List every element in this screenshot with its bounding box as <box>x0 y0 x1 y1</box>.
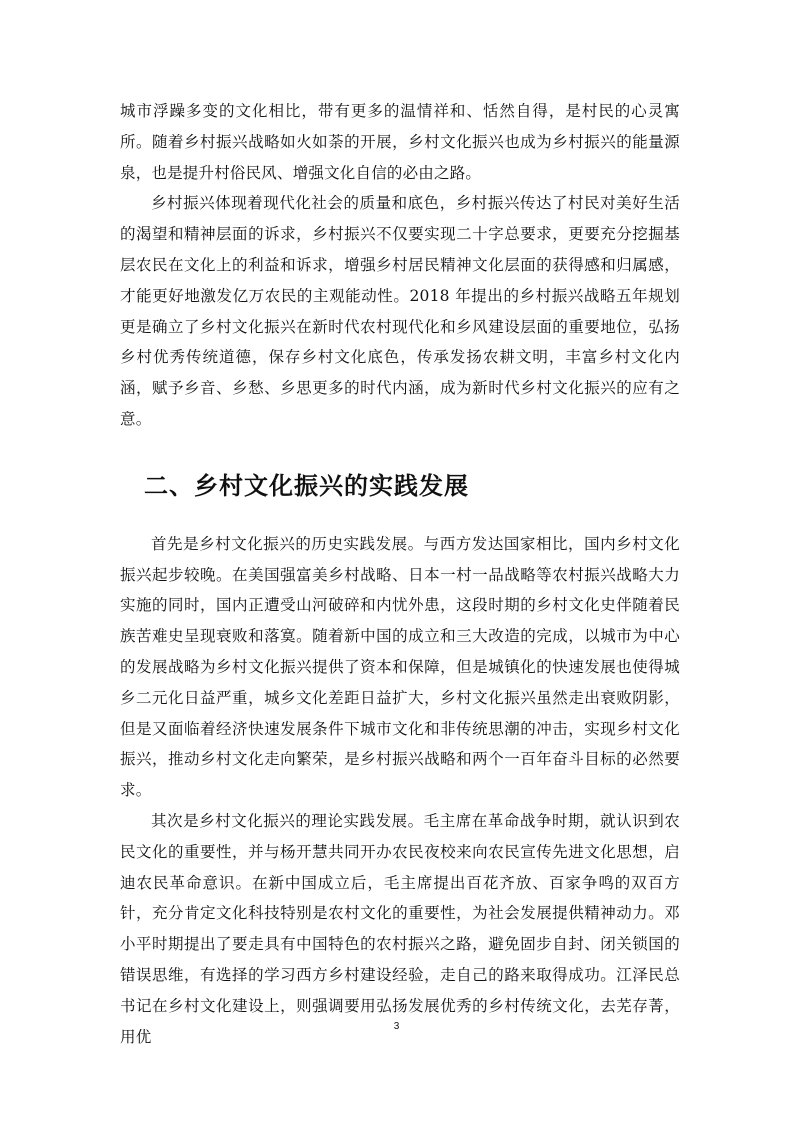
body-paragraph: 首先是乡村文化振兴的历史实践发展。与西方发达国家相比，国内乡村文化振兴起步较晚。在美国强富美乡村战略、日本一村一品战略等农村振兴战略大力实施的同时，国内正遭受山河破碎和内忧外患，这段时期的乡村文化史伴随着民族苦难史呈现衰败和落寞。随着新中国的成立和三大改造的完成，以城市为中心的发展战略为乡村文化振兴提供了资本和保障，但是城镇化的快速发展也使得城乡二元化日益严重，城乡文化差距日益扩大，乡村文化振兴虽然走出衰败阴影，但是又面临着经济快速发展条件下城市文化和非传统思潮的冲击，实现乡村文化振兴，推动乡村文化走向繁荣，是乡村振兴战略和两个一百年奋斗目标的必然要求。 <box>120 534 680 800</box>
section-heading: 二、乡村文化振兴的实践发展 <box>144 471 469 500</box>
page-body <box>120 96 680 1052</box>
body-paragraph: 其次是乡村文化振兴的理论实践发展。毛主席在革命战争时期，就认识到农民文化的重要性，并与杨开慧共同开办农民夜校来向农民宣传先进文化思想，启迪农民革命意识。在新中国成立后，毛主席提出百花齐放、百家争鸣的双百方针，充分肯定文化科技特别是农村文化的重要性，为社会发展提供精神动力。邓小平时期提出了要走具有中国特色的农村振兴之路，避免固步自封、闭关锁国的错误思维，有选择的学习西方乡村建设经验，走自己的路来取得成功。江泽民总书记在乡村文化建设上，则强调要用弘扬发展优秀的乡村传统文化，去芜存菁，用优 <box>120 811 680 1046</box>
body-paragraph: 乡村振兴体现着现代化社会的质量和底色，乡村振兴传达了村民对美好生活的渴望和精神层面的诉求，乡村振兴不仅要实现二十字总要求，更要充分挖掘基层农民在文化上的利益和诉求，增强乡村居民精神文化层面的获得感和归属感，才能更好地激发亿万农民的主观能动性。2018 年提出的乡村振兴战略五年规划更是确立了乡村文化振兴在新时代农村现代化和乡风建设层面的重要地位，弘扬乡村优秀传统道德，保存乡村文化底色，传承发扬农耕文明，丰富乡村文化内涵，赋予乡音、乡愁、乡思更多的时代内涵，成为新时代乡村文化振兴的应有之意。 <box>120 194 680 428</box>
page-number: 3 <box>393 1021 400 1032</box>
body-paragraph-continued: 城市浮躁多变的文化相比，带有更多的温情祥和、恬然自得，是村民的心灵寓所。随着乡村振兴战略如火如荼的开展，乡村文化振兴也成为乡村振兴的能量源泉，也是提升村俗民风、增强文化自信的必由之路。 <box>120 102 680 182</box>
